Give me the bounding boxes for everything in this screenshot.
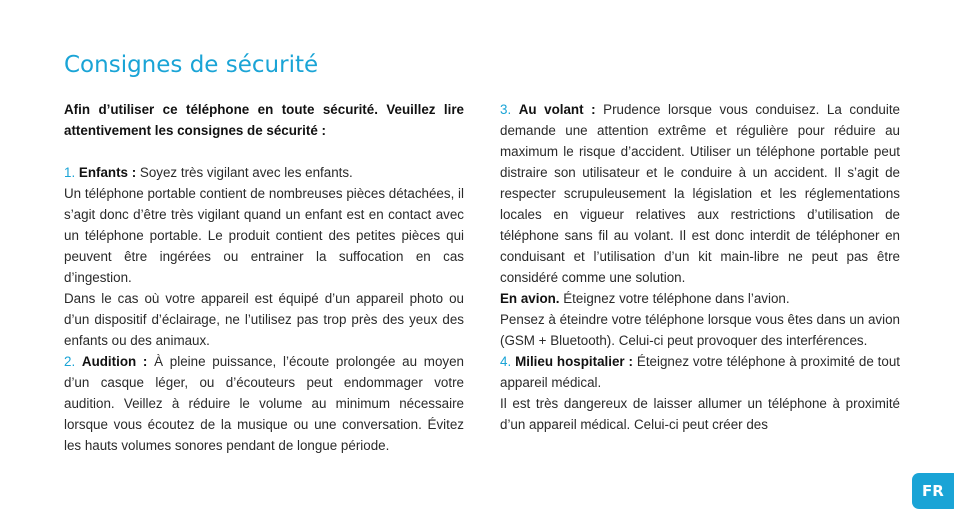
section-children bbox=[64, 162, 464, 183]
section-number: 1. bbox=[64, 165, 79, 180]
section-hospital bbox=[500, 351, 900, 393]
paragraph: Un téléphone portable contient de nombreuses pièces détachées, il s’agit donc d’être très vigilant quand un enfant est en contact avec un téléphone portable. Le produit contient des petites pièces qui peuvent être ingérées ou entrainer la suffocation en cas d’ingestion. bbox=[64, 186, 464, 285]
section-number: 2. bbox=[64, 354, 82, 369]
section-heading: Audition : bbox=[81, 354, 148, 369]
section-number: 4. bbox=[500, 354, 516, 369]
section-heading: Milieu hospitalier : bbox=[515, 354, 633, 369]
section-plane bbox=[500, 288, 900, 309]
section-heading: Enfants : bbox=[78, 165, 137, 180]
section-driving bbox=[500, 99, 900, 288]
section-heading: En avion. bbox=[500, 291, 560, 306]
section-hearing bbox=[64, 351, 464, 456]
section-text: À pleine puissance, l’écoute prolongée au moyen d’un casque léger, ou d’écouteurs peut endommager votre audition. Veillez à réduire le volume au minimum nécessaire lorsque vous écoutez de la musique ou une conversation. Évitez les hauts volumes sonores pendant de longue période. bbox=[64, 354, 464, 453]
paragraph: Dans le cas où votre appareil est équipé d’un appareil photo ou d’un dispositif d’éclairage, ne l’utilisez pas trop près des yeux des enfants ou des animaux. bbox=[64, 291, 464, 348]
section-lead: Soyez très vigilant avec les enfants. bbox=[136, 165, 353, 180]
language-tab: FR bbox=[912, 473, 954, 509]
section-number: 3. bbox=[500, 102, 519, 117]
paragraph: Il est très dangereux de laisser allumer un téléphone à proximité d’un appareil médical. Celui-ci peut créer des bbox=[500, 396, 900, 432]
section-lead: Éteignez votre téléphone dans l’avion. bbox=[559, 291, 790, 306]
intro-text: Afin d’utiliser ce téléphone en toute sécurité. Veuillez lire attentivement les consignes de sécurité : bbox=[64, 102, 464, 138]
left-column bbox=[64, 99, 464, 456]
paragraph: Pensez à éteindre votre téléphone lorsque vous êtes dans un avion (GSM + Bluetooth). Celui-ci peut provoquer des interférences. bbox=[500, 312, 900, 348]
page-title: Consignes de sécurité bbox=[64, 52, 319, 78]
right-column bbox=[500, 99, 900, 435]
section-lead: Éteignez votre téléphone à proximité de tout appareil médical. bbox=[500, 354, 901, 390]
spacer bbox=[64, 141, 464, 162]
section-text: Prudence lorsque vous conduisez. La conduite demande une attention extrême et régulière pour réduire au maximum le risque d’accident. Utiliser un téléphone portable peut distraire son utilisateur et le conduire à un accident. Il s’agit de respecter scrupuleusement la législation et les réglementations locales en vigueur relatives aux restrictions d’utilisation de téléphone sans fil au volant. Il est donc interdit de téléphoner en conduisant et l’utilisation d’un kit main-libre ne peut pas être considéré comme une solution. bbox=[500, 102, 901, 285]
section-heading: Au volant : bbox=[518, 102, 596, 117]
